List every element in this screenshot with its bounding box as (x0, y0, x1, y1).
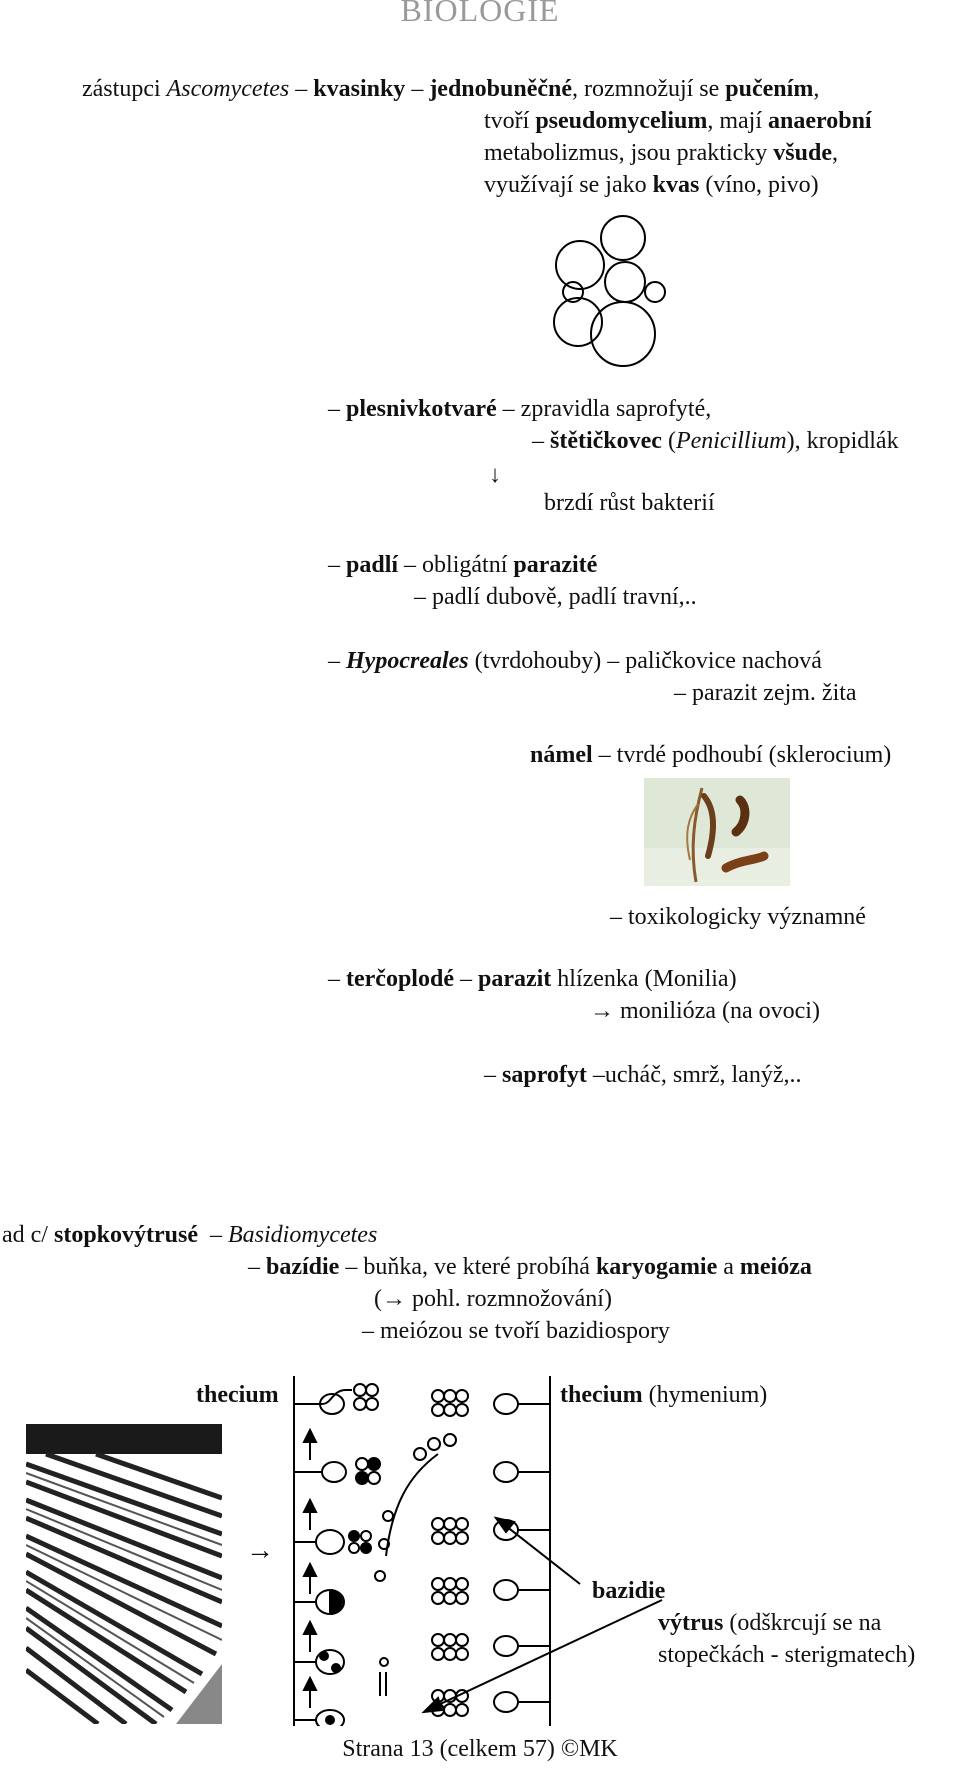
saprofyt-line: – saprofyt –ucháč, smrž, lanýž,.. (484, 1062, 802, 1088)
molds-line-2: – štětičkovec (Penicillium), kropidlák (532, 428, 899, 454)
yeast-line-3: metabolizmus, jsou prakticky všude, (484, 140, 838, 166)
page-header-title: BIOLOGIE (400, 0, 560, 28)
thecium-label-left: thecium (196, 1382, 279, 1408)
pointer-arrows (380, 1480, 700, 1740)
gills-photo (26, 1424, 222, 1724)
basidio-line-4: – meiózou se tvoří bazidiospory (362, 1318, 670, 1344)
yeast-cell (556, 241, 604, 289)
disco-line-2: → monilióza (na ovoci) (590, 998, 820, 1024)
basidio-line-3: (→ pohl. rozmnožování) (374, 1286, 612, 1312)
gills-arrow: → (246, 1535, 274, 1566)
vytrus-line-1: výtrus (odškrcují se na (658, 1610, 882, 1636)
page-footer: Strana 13 (celkem 57) ©MK (342, 1736, 618, 1762)
yeast-cell (605, 262, 645, 302)
yeast-line-1: zástupci Ascomycetes – kvasinky – jednobuněčné, rozmnožují se pučením, (82, 76, 820, 102)
yeast-line-4: využívají se jako kvas (víno, pivo) (484, 172, 819, 198)
vytrus-line-2: stopečkách - sterigmatech) (658, 1642, 916, 1668)
namel-line: námel – tvrdé podhoubí (sklerocium) (530, 742, 892, 768)
yeast-cell (554, 298, 602, 346)
yeast-cell (601, 216, 645, 260)
ergot-photo (644, 778, 790, 886)
yeast-cell (591, 302, 655, 366)
disco-line-1: – terčoplodé – parazit hlízenka (Monilia) (328, 966, 737, 992)
thecium-label-right: thecium (hymenium) (560, 1382, 768, 1408)
molds-line-1: – plesnivkotvaré – zpravidla saprofyté, (328, 396, 712, 422)
bazidie-label: bazidie (592, 1578, 666, 1604)
basidio-line-2: – bazídie – buňka, ve které probíhá karyogamie a meióza (248, 1254, 812, 1280)
yeast-cells-figure (530, 210, 680, 370)
powdery-line-1: – padlí – obligátní parazité (328, 552, 598, 578)
tox-line: – toxikologicky významné (610, 904, 866, 930)
yeast-cell (645, 282, 665, 302)
hypocreales-line-1: – Hypocreales (tvrdohouby) – paličkovice nachová (328, 648, 822, 674)
down-arrow: ↓ (489, 462, 501, 488)
powdery-line-2: – padlí dubově, padlí travní,.. (414, 584, 697, 610)
hypocreales-line-2: – parazit zejm. žita (674, 680, 857, 706)
yeast-line-2: tvoří pseudomycelium, mají anaerobní (484, 108, 872, 134)
molds-effect: brzdí růst bakterií (544, 490, 715, 516)
basidio-line-1: ad c/ stopkovýtrusé – Basidiomycetes (2, 1222, 378, 1248)
